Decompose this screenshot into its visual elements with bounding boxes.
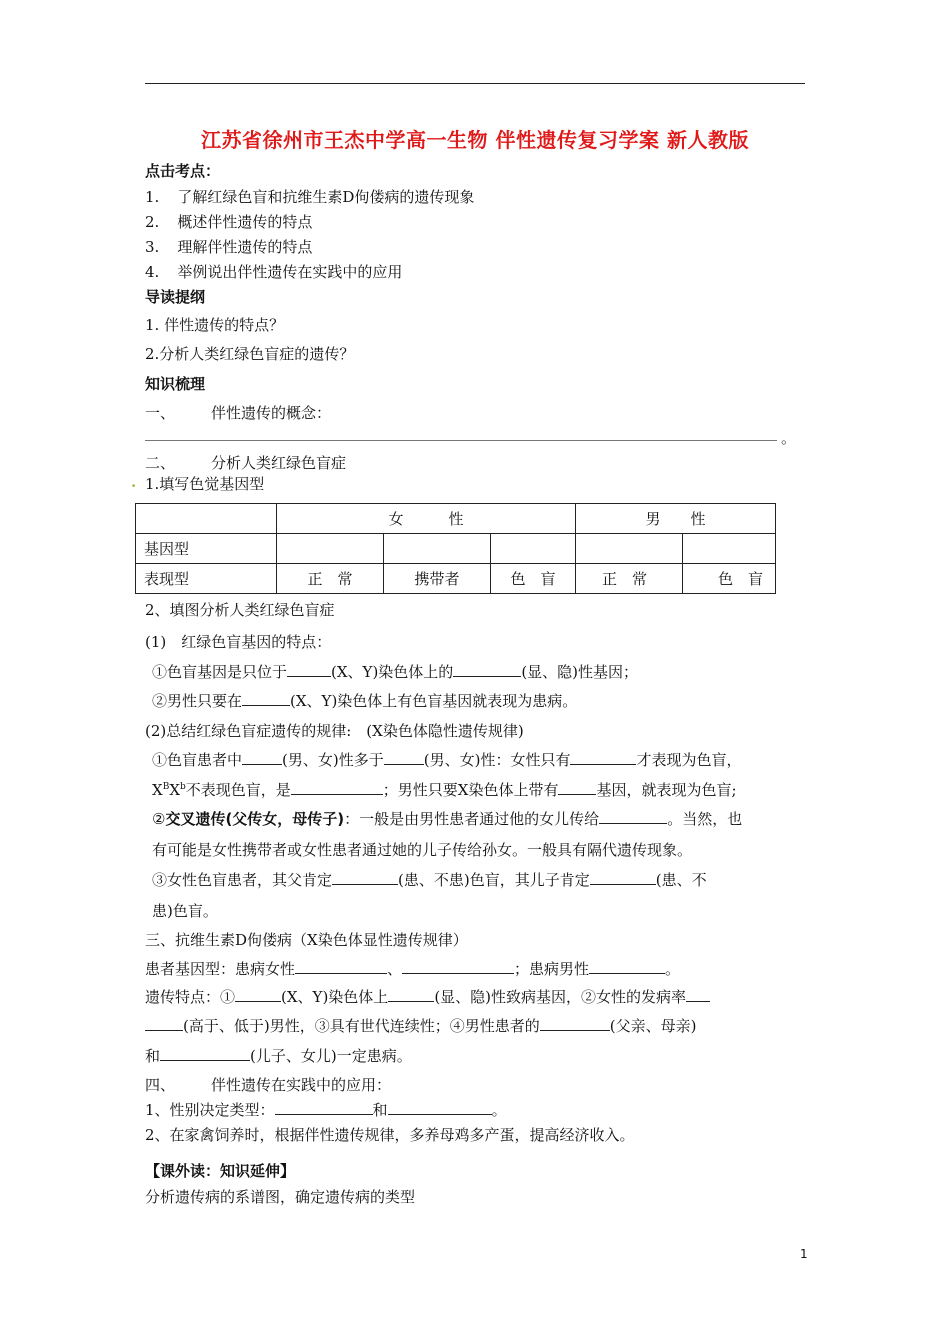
paragraph-heading: (2)总结红绿色盲症遗传的规律: (X染色体隐性遗传规律) [145,722,524,740]
list-item: 1. 了解红绿色盲和抗维生素D佝偻病的遗传现象 [145,188,475,206]
phenotype-cell: 携带者 [384,564,491,594]
fill-line: ①色盲基因是只位于 (X、Y)染色体上的 (显、隐)性基因； [152,663,639,681]
blank[interactable] [388,1113,492,1115]
text-line: 有可能是女性携带者或女性患者通过她的儿子传给孙女。一般具有隔代遗传现象。 [152,841,693,859]
sub-heading: 1.填写色觉基因型 [145,475,265,493]
blank[interactable] [384,763,424,765]
blank[interactable] [388,1000,434,1002]
blank[interactable] [291,793,383,795]
header-rule [145,83,805,84]
blank[interactable] [287,675,331,677]
blank[interactable] [275,1113,373,1115]
genotype-input-cell[interactable] [491,534,576,564]
paragraph-heading: (1) 红绿色盲基因的特点： [145,633,332,651]
blank[interactable] [242,704,290,706]
text-line: 患)色盲。 [152,902,218,920]
phenotype-cell: 色 盲 [491,564,576,594]
blank[interactable] [686,1000,710,1002]
blank[interactable] [295,972,387,974]
fill-line: 遗传特点：① (X、Y)染色体上 (显、隐)性致病基因，②女性的发病率 [145,986,710,1007]
list-item: 2.分析人类红绿色盲症的遗传？ [145,345,355,363]
fill-blank-line[interactable] [145,440,777,441]
phenotype-cell: 色 盲 [683,564,776,594]
genotype-input-cell[interactable] [576,534,683,564]
list-item: 1. 伴性遗传的特点？ [145,316,285,334]
fill-line: ②男性只要在 (X、Y)染色体上有色盲基因就表现为患病。 [152,692,578,710]
part4-heading: 四、 伴性遗传在实践中的应用： [145,1076,392,1094]
blank[interactable] [453,675,521,677]
period: 。 [781,429,797,447]
phenotype-cell: 正 常 [576,564,683,594]
sub-heading: 2、填图分析人类红绿色盲症 [145,601,335,619]
genotype-input-cell[interactable] [683,534,776,564]
fill-line: ①色盲患者中 (男、女)性多于 (男、女)性：女性只有 才表现为色盲， [152,751,742,769]
section-heading-daodu: 导读提纲 [145,288,206,306]
part1-heading: 一、 伴性遗传的概念： [145,404,332,422]
row-label-genotype: 基因型 [136,534,277,564]
blank[interactable] [332,883,398,885]
section-heading-kaodian: 点击考点： [145,162,221,180]
blank[interactable] [160,1059,250,1061]
blank[interactable] [599,822,667,824]
phenotype-cell: 正 常 [277,564,384,594]
genotype-table [135,503,776,594]
extension-heading: 【课外读：知识延伸】 [145,1162,296,1180]
male-header: 男 性 [576,504,776,534]
blank[interactable] [145,1029,183,1031]
section-heading-zhishi: 知识梳理 [145,375,206,393]
list-item: 3. 理解伴性遗传的特点 [145,238,313,256]
fill-line: 患者基因型：患病女性 、 ；患病男性 。 [145,960,681,978]
fill-line: ③女性色盲患者，其父肯定 (患、不患)色盲，其儿子肯定 (患、不 [152,871,707,889]
blank[interactable] [590,883,656,885]
blank[interactable] [558,793,596,795]
blank[interactable] [540,1029,610,1031]
margin-dot-icon: . [131,473,137,491]
row-label-phenotype: 表现型 [136,564,277,594]
table-cell [136,504,277,534]
fill-line: $X^BX^b$不表现色盲，是 ；男性只要X染色体上带有 基因，就表现为色盲; [152,781,737,799]
fill-line: (高于、低于)男性，③具有世代连续性；④男性患者的 (父亲、母亲) [145,1015,696,1036]
blank[interactable] [242,763,282,765]
fill-line: ②交叉遗传(父传女，母传子)：一般是由男性患者通过他的女儿传给 。当然，也 [152,810,743,828]
female-header: 女 性 [277,504,576,534]
text-line: 2、在家禽饲养时，根据伴性遗传规律，多养母鸡多产蛋，提高经济收入。 [145,1126,635,1144]
genotype-input-cell[interactable] [384,534,491,564]
genotype-input-cell[interactable] [277,534,384,564]
document-title: 江苏省徐州市王杰中学高一生物 伴性遗传复习学案 新人教版 [201,128,749,152]
blank[interactable] [589,972,665,974]
page-number: 1 [800,1247,808,1261]
list-item: 2. 概述伴性遗传的特点 [145,213,313,231]
fill-line: 和 (儿子、女儿)一定患病。 [145,1047,412,1065]
list-item: 4. 举例说出伴性遗传在实践中的应用 [145,263,403,281]
part2-heading: 二、 分析人类红绿色盲症 [145,454,347,472]
extension-text: 分析遗传病的系谱图，确定遗传病的类型 [145,1188,416,1206]
blank[interactable] [235,1000,281,1002]
fill-line: 1、性别决定类型： 和 。 [145,1101,507,1119]
part3-heading: 三、抗维生素D佝偻病（X染色体显性遗传规律） [145,931,468,949]
blank[interactable] [570,763,636,765]
blank[interactable] [402,972,514,974]
